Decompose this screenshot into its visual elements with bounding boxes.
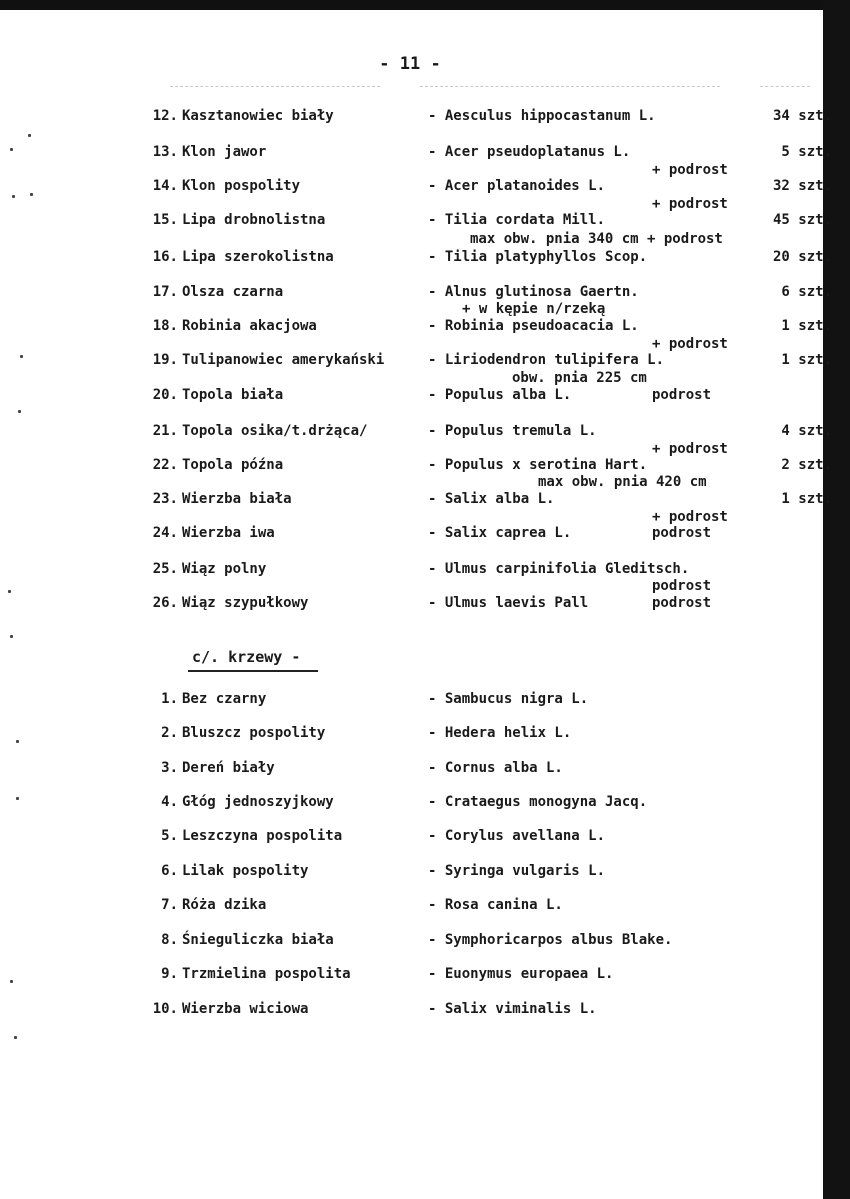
note: + podrost bbox=[652, 509, 728, 525]
latin-name: - Acer platanoides L. bbox=[428, 178, 606, 194]
item-number: 6. bbox=[161, 863, 178, 879]
latin-name: - Salix caprea L. bbox=[428, 525, 572, 541]
latin-name: - Salix alba L. bbox=[428, 491, 555, 507]
tree-row bbox=[0, 282, 850, 302]
tree-row bbox=[0, 421, 850, 441]
shrub-row bbox=[0, 964, 850, 984]
item-number: 15. bbox=[152, 212, 178, 228]
tree-row bbox=[0, 316, 850, 336]
item-number: 3. bbox=[161, 760, 178, 776]
latin-name: - Salix viminalis L. bbox=[428, 1001, 597, 1017]
polish-name: Topola biała bbox=[182, 387, 284, 403]
polish-name: Kasztanowiec biały bbox=[182, 108, 334, 124]
polish-name: Topola osika/t.drżąca/ bbox=[182, 423, 368, 439]
latin-name: - Hedera helix L. bbox=[428, 725, 572, 741]
item-number: 26. bbox=[152, 595, 178, 611]
count: podrost bbox=[652, 525, 712, 541]
note: + w kępie n/rzeką bbox=[462, 301, 606, 317]
polish-name: Klon pospolity bbox=[182, 178, 301, 194]
latin-name: - Alnus glutinosa Gaertn. bbox=[428, 284, 639, 300]
count: 32 szt. bbox=[772, 178, 832, 194]
tree-row bbox=[0, 142, 850, 162]
shrub-row bbox=[0, 930, 850, 950]
latin-name: - Ulmus carpinifolia Gleditsch. bbox=[428, 561, 690, 577]
tree-row bbox=[0, 523, 850, 543]
item-number: 14. bbox=[152, 178, 178, 194]
tree-row bbox=[0, 247, 850, 267]
shrub-row bbox=[0, 689, 850, 709]
count: 1 szt. bbox=[781, 318, 832, 334]
polish-name: Lipa drobnolistna bbox=[182, 212, 326, 228]
shrub-row bbox=[0, 895, 850, 915]
item-number: 5. bbox=[161, 828, 178, 844]
polish-name: Wierzba wiciowa bbox=[182, 1001, 309, 1017]
note: obw. pnia 225 cm bbox=[512, 370, 647, 386]
latin-name: - Ulmus laevis Pall bbox=[428, 595, 589, 611]
latin-name: - Acer pseudoplatanus L. bbox=[428, 144, 631, 160]
count: 34 szt. bbox=[772, 108, 832, 124]
item-number: 17. bbox=[152, 284, 178, 300]
count: podrost bbox=[652, 595, 712, 611]
tree-row bbox=[0, 455, 850, 475]
polish-name: Klon jawor bbox=[182, 144, 267, 160]
polish-name: Wiąz szypułkowy bbox=[182, 595, 309, 611]
item-number: 4. bbox=[161, 794, 178, 810]
latin-name: - Corylus avellana L. bbox=[428, 828, 606, 844]
latin-name: - Rosa canina L. bbox=[428, 897, 563, 913]
item-number: 16. bbox=[152, 249, 178, 265]
tree-row bbox=[0, 385, 850, 405]
latin-name: - Liriodendron tulipifera L. bbox=[428, 352, 665, 368]
count: 5 szt. bbox=[781, 144, 832, 160]
polish-name: Tulipanowiec amerykański bbox=[182, 352, 385, 368]
tree-row bbox=[0, 176, 850, 196]
polish-name: Bluszcz pospolity bbox=[182, 725, 326, 741]
polish-name: Robinia akacjowa bbox=[182, 318, 317, 334]
tree-row bbox=[0, 350, 850, 370]
count: 4 szt. bbox=[781, 423, 832, 439]
tree-row bbox=[0, 489, 850, 509]
latin-name: - Cornus alba L. bbox=[428, 760, 563, 776]
latin-name: - Tilia platyphyllos Scop. bbox=[428, 249, 648, 265]
note: + podrost bbox=[652, 336, 728, 352]
count: podrost bbox=[652, 387, 712, 403]
item-number: 20. bbox=[152, 387, 178, 403]
note: podrost bbox=[652, 578, 712, 594]
polish-name: Śnieguliczka biała bbox=[182, 932, 334, 948]
shrub-row bbox=[0, 723, 850, 743]
note: max obw. pnia 420 cm bbox=[538, 474, 707, 490]
page-number: - 11 - bbox=[379, 54, 441, 74]
item-number: 2. bbox=[161, 725, 178, 741]
latin-name: - Tilia cordata Mill. bbox=[428, 212, 606, 228]
note: + podrost bbox=[652, 441, 728, 457]
latin-name: - Populus alba L. bbox=[428, 387, 572, 403]
tree-row bbox=[0, 593, 850, 613]
shrub-row bbox=[0, 826, 850, 846]
item-number: 1. bbox=[161, 691, 178, 707]
item-number: 18. bbox=[152, 318, 178, 334]
item-number: 7. bbox=[161, 897, 178, 913]
item-number: 12. bbox=[152, 108, 178, 124]
latin-name: - Aesculus hippocastanum L. bbox=[428, 108, 656, 124]
count: 6 szt. bbox=[781, 284, 832, 300]
item-number: 25. bbox=[152, 561, 178, 577]
latin-name: - Populus x serotina Hart. bbox=[428, 457, 648, 473]
note: + podrost bbox=[652, 162, 728, 178]
polish-name: Trzmielina pospolita bbox=[182, 966, 351, 982]
note: max obw. pnia 340 cm + podrost bbox=[470, 231, 723, 247]
count: 45 szt. bbox=[772, 212, 832, 228]
latin-name: - Syringa vulgaris L. bbox=[428, 863, 606, 879]
shrub-row bbox=[0, 861, 850, 881]
polish-name: Topola późna bbox=[182, 457, 284, 473]
item-number: 21. bbox=[152, 423, 178, 439]
item-number: 23. bbox=[152, 491, 178, 507]
polish-name: Leszczyna pospolita bbox=[182, 828, 343, 844]
latin-name: - Euonymus europaea L. bbox=[428, 966, 614, 982]
item-number: 24. bbox=[152, 525, 178, 541]
section-title: c/. krzewy - bbox=[192, 648, 301, 666]
shrub-row bbox=[0, 999, 850, 1019]
count: 20 szt. bbox=[772, 249, 832, 265]
tree-row bbox=[0, 106, 850, 126]
polish-name: Dereń biały bbox=[182, 760, 275, 776]
polish-name: Wiąz polny bbox=[182, 561, 267, 577]
count: 1 szt. bbox=[781, 491, 832, 507]
latin-name: - Symphoricarpos albus Blake. bbox=[428, 932, 673, 948]
shrub-row bbox=[0, 758, 850, 778]
shrub-row bbox=[0, 792, 850, 812]
item-number: 19. bbox=[152, 352, 178, 368]
note: + podrost bbox=[652, 196, 728, 212]
polish-name: Lipa szerokolistna bbox=[182, 249, 334, 265]
polish-name: Głóg jednoszyjkowy bbox=[182, 794, 334, 810]
count: 1 szt. bbox=[781, 352, 832, 368]
polish-name: Bez czarny bbox=[182, 691, 267, 707]
count: 2 szt. bbox=[781, 457, 832, 473]
latin-name: - Populus tremula L. bbox=[428, 423, 597, 439]
polish-name: Olsza czarna bbox=[182, 284, 284, 300]
item-number: 13. bbox=[152, 144, 178, 160]
tree-row bbox=[0, 559, 850, 579]
latin-name: - Sambucus nigra L. bbox=[428, 691, 589, 707]
latin-name: - Robinia pseudoacacia L. bbox=[428, 318, 639, 334]
latin-name: - Crataegus monogyna Jacq. bbox=[428, 794, 648, 810]
section-underline bbox=[188, 670, 318, 672]
polish-name: Róża dzika bbox=[182, 897, 267, 913]
item-number: 10. bbox=[152, 1001, 178, 1017]
item-number: 22. bbox=[152, 457, 178, 473]
polish-name: Lilak pospolity bbox=[182, 863, 309, 879]
item-number: 8. bbox=[161, 932, 178, 948]
polish-name: Wierzba iwa bbox=[182, 525, 275, 541]
item-number: 9. bbox=[161, 966, 178, 982]
tree-row bbox=[0, 210, 850, 230]
polish-name: Wierzba biała bbox=[182, 491, 292, 507]
